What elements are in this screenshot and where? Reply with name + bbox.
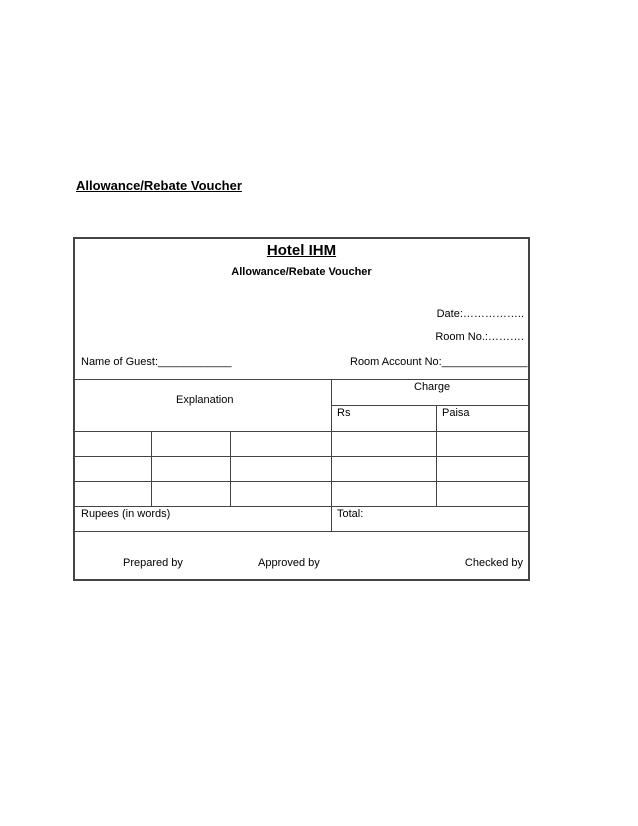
guest-name-field[interactable]: Name of Guest:____________ <box>81 356 232 368</box>
charge-divider <box>331 405 528 406</box>
rupees-in-words-field[interactable]: Rupees (in words) <box>81 508 171 520</box>
voucher-subtitle: Allowance/Rebate Voucher <box>231 266 372 278</box>
explanation-header: Explanation <box>176 394 234 406</box>
column-border <box>230 431 231 506</box>
column-border <box>436 405 437 506</box>
checked-by-label: Checked by <box>464 557 523 569</box>
signature-border <box>75 531 528 532</box>
row-border <box>75 506 528 507</box>
total-field[interactable]: Total: <box>337 508 364 520</box>
rs-header: Rs <box>337 407 351 419</box>
row-border <box>75 481 528 482</box>
row-border <box>75 431 528 432</box>
approved-by-label: Approved by <box>258 557 320 569</box>
charge-header: Charge <box>414 381 451 393</box>
row-border <box>75 456 528 457</box>
column-border <box>331 379 332 531</box>
prepared-by-label: Prepared by <box>123 557 183 569</box>
page-heading: Allowance/Rebate Voucher <box>76 178 242 193</box>
column-border <box>151 431 152 506</box>
date-field[interactable]: Date:…………….. <box>436 308 524 320</box>
room-number-field[interactable]: Room No.:………. <box>435 331 524 343</box>
table-top-border <box>75 379 528 380</box>
hotel-name: Hotel IHM <box>266 242 337 259</box>
paisa-header: Paisa <box>442 407 470 419</box>
voucher-form <box>73 237 530 581</box>
room-account-field[interactable]: Room Account No:______________ <box>350 356 528 368</box>
